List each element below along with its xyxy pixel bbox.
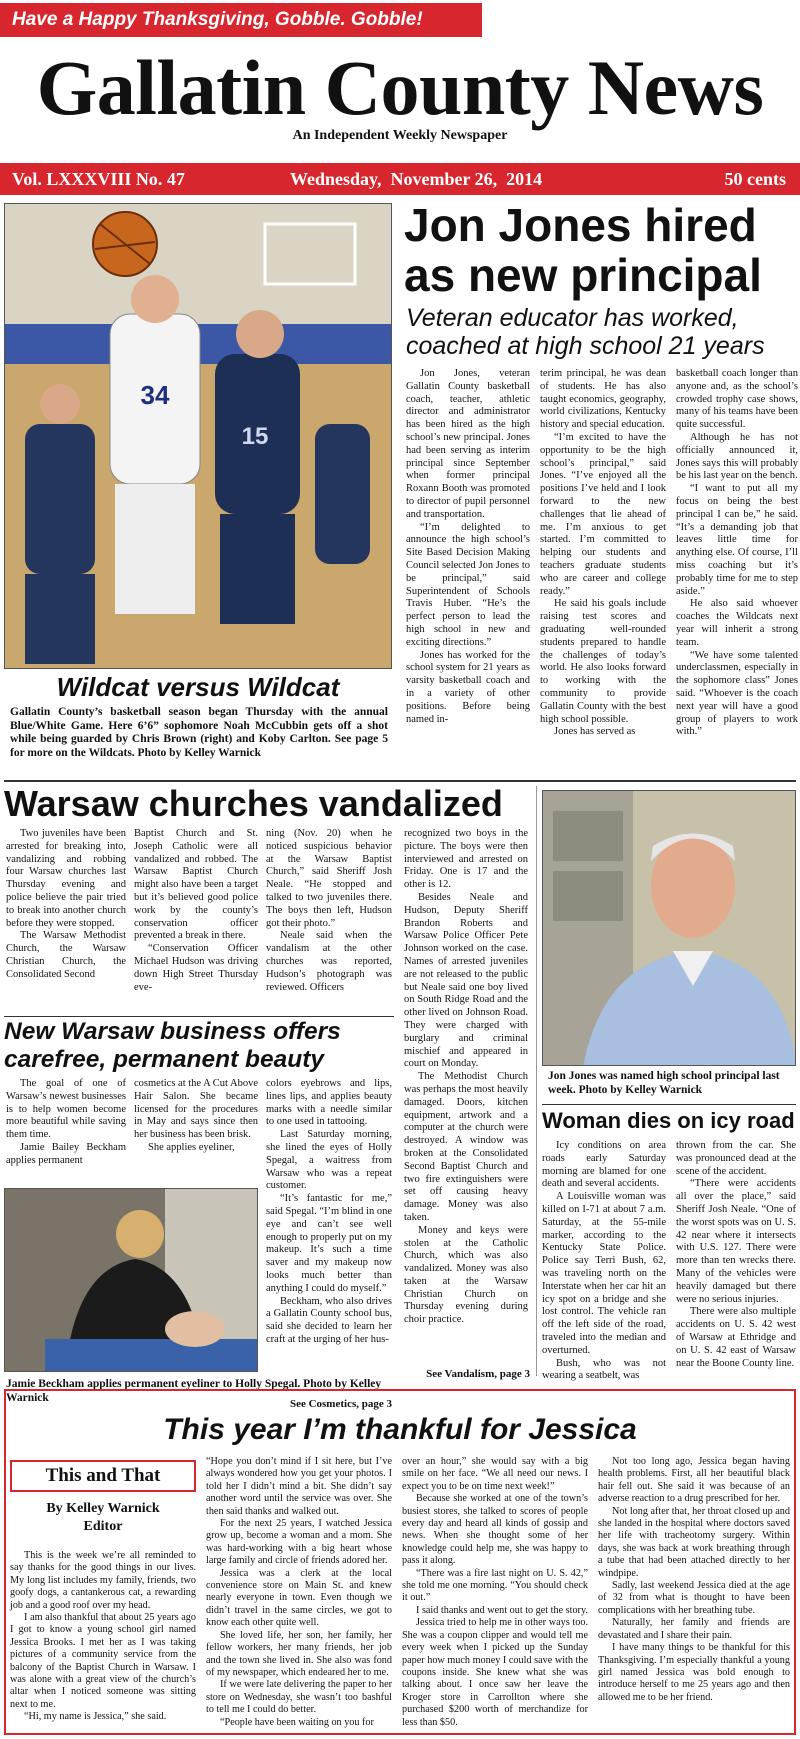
paragraph: Sadly, last weekend Jessica died at the age of 32 from what is thought to have been complications with her breathing tube. (598, 1580, 790, 1616)
issue-date: Wednesday, November 26, 2014 (290, 169, 543, 189)
paragraph: This is the week we’re all reminded to say thanks for the good things in our lives. My long list includes my family, friends, two goofy dogs, a cantankerous cat, a rewarding job and a good roof over my head. (10, 1550, 196, 1611)
column-headline: This year I’m thankful for Jessica (163, 1413, 637, 1446)
paragraph: Jon Jones, veteran Gallatin County basketball coach, teacher, athletic director and administrator has been hired as the high school’s new principal. Jones had been serving as interim principal since September when former principal Roxann Booth was promoted to director of pupil personnel and transportation. (406, 368, 530, 520)
paragraph: basketball coach longer than anyone and, as the school’s crowded trophy case shows, many of his teams have been quite successful. (676, 368, 798, 431)
business-headline: New Warsaw business offers carefree, permanent beauty (4, 1018, 341, 1073)
paragraph: Not too long ago, Jessica began having health problems. First, all her beautiful black hair fell out. She said it was because of an adverse reaction to a drug prescribed for her. (598, 1456, 790, 1505)
paragraph: Two juveniles have been arrested for breaking into, vandalizing and robbing four Warsaw churches last Thursday evening and police believe the pair tried to break into another church before they were stopped. (6, 828, 126, 929)
vandalism-jump[interactable]: See Vandalism, page 3 (426, 1368, 530, 1380)
icy-col-1 (542, 1140, 666, 1383)
paragraph: Jamie Bailey Beckham applies permanent (6, 1141, 126, 1166)
byline-role: Editor (83, 1519, 123, 1534)
paragraph: “We have some talented underclassmen, especially in the sophomore class” Jones said. “Whoever is the coach next year will have a good group of players to work with.” (676, 649, 798, 738)
paragraph: “People have been waiting on you for (220, 1716, 374, 1728)
portrait-illustration (543, 791, 796, 1066)
paragraph: Jones has served as (554, 726, 636, 738)
principal-subhead: Veteran educator has worked, coached at high school 21 years (406, 304, 765, 360)
paragraph: “There was a fire last night on U. S. 42,” she told me one morning. “You should check it out.” (402, 1567, 588, 1604)
paragraph: ning (Nov. 20) when he noticed suspicious behavior at the Warsaw Baptist Church,” said Sheriff Josh Neale. “He stopped and talked to two juveniles there. The boys then left, Hudson got their photo.” (266, 828, 392, 929)
paragraph: recognized two boys in the picture. The boys were then interviewed and arrested on Friday. One is 17 and the other is 12. (404, 828, 528, 891)
cosmetics-caption: Jamie Beckham applies permanent eyeliner to Holly Spegal. Photo by Kelley Warnick (6, 1378, 382, 1404)
paragraph: Naturally, her family and friends are devastated and I share their pain. (598, 1617, 790, 1641)
paragraph: If we were late delivering the paper to her store on Wednesday, she wasn’t too bashful to tell me I could do better. (206, 1679, 392, 1716)
volume-number: Vol. LXXXVIII No. 47 (12, 169, 185, 189)
warsaw-col-4 (404, 828, 528, 1327)
paragraph: Bush, who was not wearing a seatbelt, was (542, 1357, 666, 1382)
basketball-illustration (5, 204, 392, 669)
jon-jones-photo (542, 790, 796, 1066)
column-byline (10, 1500, 196, 1536)
paragraph: thrown from the car. She was pronounced dead at the scene of the accident. (676, 1140, 796, 1177)
paragraph: I have many things to be thankful for this Thanksgiving. I’m especially thankful a young girl named Jessica was bold enough to introduce herself to me 25 years ago and then allowed me to be her friend. (598, 1642, 790, 1703)
paragraph: terim principal, he was dean of students. He has also taught economics, geography, world civilizations, Kentucky history and special education. (540, 368, 666, 431)
paragraph: Jones has worked for the school system for 21 years as varsity basketball coach and in a variety of other positions. Before being named in- (406, 649, 530, 725)
paragraph: Besides Neale and Hudson, Deputy Sheriff Brandon Roberts and Warsaw Police Officer Pete Johnson worked on the case. Names of arrested juveniles are not released to the public but Neale said one boy lived on South Ridge Road and the other lived on Johnson Road. They were charged with burglary and criminal mischief and appeared in court on Monday. (404, 891, 528, 1070)
column-col-3 (402, 1456, 588, 1729)
warsaw-col-1 (6, 828, 126, 982)
svg-text:15: 15 (241, 423, 269, 450)
business-divider (4, 1016, 394, 1017)
masthead-title: Gallatin County News (36, 44, 764, 131)
paragraph: There were also multiple accidents on U. S. 42 west of Warsaw at Ethridge and on U. S. 42 east of Warsaw near the Boone County line. (676, 1306, 796, 1369)
column-col-2 (206, 1456, 392, 1729)
cosmetics-photo (4, 1188, 258, 1372)
paragraph: “I’m delighted to announce the high school’s Site Based Decision Making Council selected Jon Jones to be principal,” said Superintendent of Schools Travis Huber. “He’s the perfect person to lead the high school in new and exciting directions.” (406, 521, 530, 648)
paragraph: “Hope you don’t mind if I sit here, but I’ve always wondered how you get your photos. I told her I didn’t mind a bit. She didn’t say another word until the service was over. She then said thanks and walked out. (206, 1456, 392, 1517)
cosmetics-jump[interactable]: See Cosmetics, page 3 (289, 1398, 392, 1410)
paragraph: “I’m excited to have the opportunity to be the high school’s principal,” said Jones. “I’ve enjoyed all the positions I’ve held and I look forward to the new challenges that lie ahead of me. I’m anxious to get started. I’m committed to helping our students and teachers graduate students who are career and college ready.” (540, 431, 666, 597)
paragraph: Beckham, who also drives a Gallatin County school bus, said she decided to learn her craft at the urging of her hus- (266, 1295, 392, 1345)
masthead-tagline: An Independent Weekly Newspaper (292, 128, 508, 143)
paragraph: over an hour,” she would say with a big smile on her face. “We all need our news. I expect you to be on time next week!” (402, 1456, 588, 1492)
paragraph: “There were accidents all over the place,” said Sheriff Josh Neale. “One of the worst spots was on U. S. 42 near where it intersects with U.S. 127. There were more than ten wrecks there. Many of the vehicles were heavily damaged but there were no serious injuries. (676, 1178, 796, 1305)
date-bar (0, 163, 800, 195)
paragraph: Because she worked at one of the town’s busiest stores, she talked to scores of people every day and heard all kinds of gossip and news. When she thought some of her knowledge could help me, she was happy to pass it along. (402, 1493, 588, 1567)
paragraph: “Conservation Officer Michael Hudson was driving down High Street Thursday eve- (134, 943, 258, 993)
paragraph: The Warsaw Methodist Church, the Warsaw Christian Church, the Consolidated Second (6, 930, 126, 980)
paragraph: Jessica was a clerk at the local convenience store on Main St. and knew nearly everyone in town. Even though we didn’t travel in the same circles, we got to know each other quite well. (206, 1567, 392, 1629)
paragraph: The goal of one of Warsaw’s newest businesses is to help women become more beautiful while saving them time. (6, 1078, 126, 1141)
warsaw-col-3 (266, 828, 392, 994)
paragraph: Icy conditions on area roads early Saturday morning are blamed for one death and several accidents. (542, 1140, 666, 1190)
column-box-title: This and That (10, 1460, 196, 1492)
cosmetics-illustration (5, 1189, 258, 1372)
photo-caption-title: Wildcat versus Wildcat (56, 672, 340, 702)
price: 50 cents (724, 169, 786, 189)
principal-headline: Jon Jones hired as new principal (404, 199, 762, 301)
paragraph: colors eyebrows and lips, lines lips, and applies beauty marks with a needle similar to one used in tattooing. (266, 1078, 392, 1128)
paragraph: I am also thankful that about 25 years ago I got to know a young school girl named Jessica Brooks. I met her as I was taking pictures of a community service from the balcony of the Baptist Church in Warsaw. I was alone with a great view of the church’s altar when I noticed someone was sitting next to me. (10, 1612, 196, 1710)
paragraph: cosmetics at the A Cut Above Hair Salon. She became licensed for the procedures in May and says since then her business has been brisk. (134, 1078, 258, 1141)
column-col-1 (10, 1550, 196, 1724)
paragraph: Not long after that, her throat closed up and she landed in the hospital where doctors saved her life with tracheotomy surgery. Within days, she was back at work breathing through a tube that had been attached directly to her windpipe. (598, 1505, 790, 1579)
icy-divider (542, 1104, 796, 1105)
holiday-banner: Have a Happy Thanksgiving, Gobble. Gobble! (0, 3, 482, 37)
column-divider (536, 786, 537, 1376)
principal-col-1 (406, 368, 530, 726)
svg-text:34: 34 (140, 380, 170, 410)
paragraph: Although he has not officially announced it, Jones says this will probably be his last year on the bench. (676, 431, 798, 482)
paragraph: For the next 25 years, I watched Jessica grow up, become a woman and a mom. She was hard-working with a big heart whose large family and circle of friends adored her. (206, 1518, 392, 1567)
business-col-3 (266, 1078, 392, 1347)
warsaw-headline: Warsaw churches vandalized (4, 783, 503, 824)
principal-col-2 (540, 368, 666, 739)
byline-author: By Kelley Warnick (46, 1501, 160, 1516)
paragraph: She loved life, her son, her family, her fellow workers, her many friends, her job and the town she lived in. She also was fond of my newspaper, which endeared her to me. (206, 1629, 392, 1678)
paragraph: “It’s fantastic for me,” said Spegal. “I’m blind in one eye and can’t see well enough to properly put on my makeup. It’s such a time saver and my makeup now looks much better than anything I could do myself.” (266, 1193, 392, 1294)
paragraph: He also said whoever coaches the Wildcats next year will inherit a strong team. (676, 598, 798, 648)
paragraph: “I want to put all my focus on being the best principal I can be,” he said. “It’s a demanding job that leaves little time for anything else. Of course, I’ll miss coaching but it’s probably time for me to step aside.” (676, 483, 798, 597)
icy-headline: Woman dies on icy road (542, 1108, 795, 1133)
paragraph: I said thanks and went out to get the story. (416, 1604, 588, 1616)
principal-col-3 (676, 368, 798, 739)
paragraph: Neale said when the vandalism at the other churches was reported, Hudson’s photograph was reviewed. Officers (266, 930, 392, 993)
paragraph: A Louisville woman was killed on I-71 at about 7 a.m. Saturday, at the 55-mile marker, according to the Kentucky State Police. Police say Terri Bush, 62, was traveling north on the Interstate when her car hit an icy spot on a bridge and she lost control. The vehicle ran off the left side of the road, traveled into the median and overturned. (542, 1191, 666, 1356)
paragraph: She applies eyeliner, (148, 1141, 235, 1153)
paragraph: Baptist Church and St. Joseph Catholic were all vandalized and robbed. The Warsaw Baptist Church might also have been a target but it’s believed good police work by the county’s conservation officer prevented a break in there. (134, 828, 258, 942)
column-col-4 (598, 1456, 790, 1704)
photo-caption: Gallatin County’s basketball season began Thursday with the annual Blue/White Game. Here 6’6” sophomore Noah McCubbin gets off a shot while being guarded by Chris Brown (right) and Koby Carlton. See page 5 for more on the Wildcats. Photo by Kelley Warnick (10, 706, 388, 759)
business-col-1 (6, 1078, 126, 1168)
paragraph: He said his goals include raising test scores and graduating well-rounded students prepared to handle the challenges of today’s world. He also looks forward to working with the community to provide Gallatin County with the best high school possible. (540, 598, 666, 725)
paragraph: Money and keys were stolen at the Catholic Church, which was also vandalized. Money was also taken at the Warsaw Christian Church on Thursday evening during choir practice. (404, 1224, 528, 1326)
paragraph: Jessica tried to help me in other ways too. She was a coupon clipper and would tell me every week when I picked up the Sunday paper how much money I could save with the coupons inside. She knew what she was talking about. I once saw her leave the Kroger store in Carrollton where she purchased $200 worth of merchandize for less than $50. (402, 1617, 588, 1728)
paragraph: “Hi, my name is Jessica,” she said. (24, 1711, 167, 1723)
icy-col-2 (676, 1140, 796, 1370)
basketball-photo (4, 203, 392, 669)
paragraph: The Methodist Church was perhaps the most heavily damaged. Doors, kitchen equipment, artwork and a computer at the church were destroyed. A window was broken at the Consolidated Second Baptist Church and two fire extinguishers were set off causing heavy damage. Money was also taken. (404, 1071, 528, 1223)
business-col-2 (134, 1078, 258, 1155)
jon-jones-caption: Jon Jones was named high school principal last week. Photo by Kelley Warnick (548, 1070, 780, 1096)
warsaw-col-2 (134, 828, 258, 994)
paragraph: Last Saturday morning, she lined the eyes of Holly Spegal, a waitress from Warsaw who was a repeat customer. (266, 1129, 392, 1192)
